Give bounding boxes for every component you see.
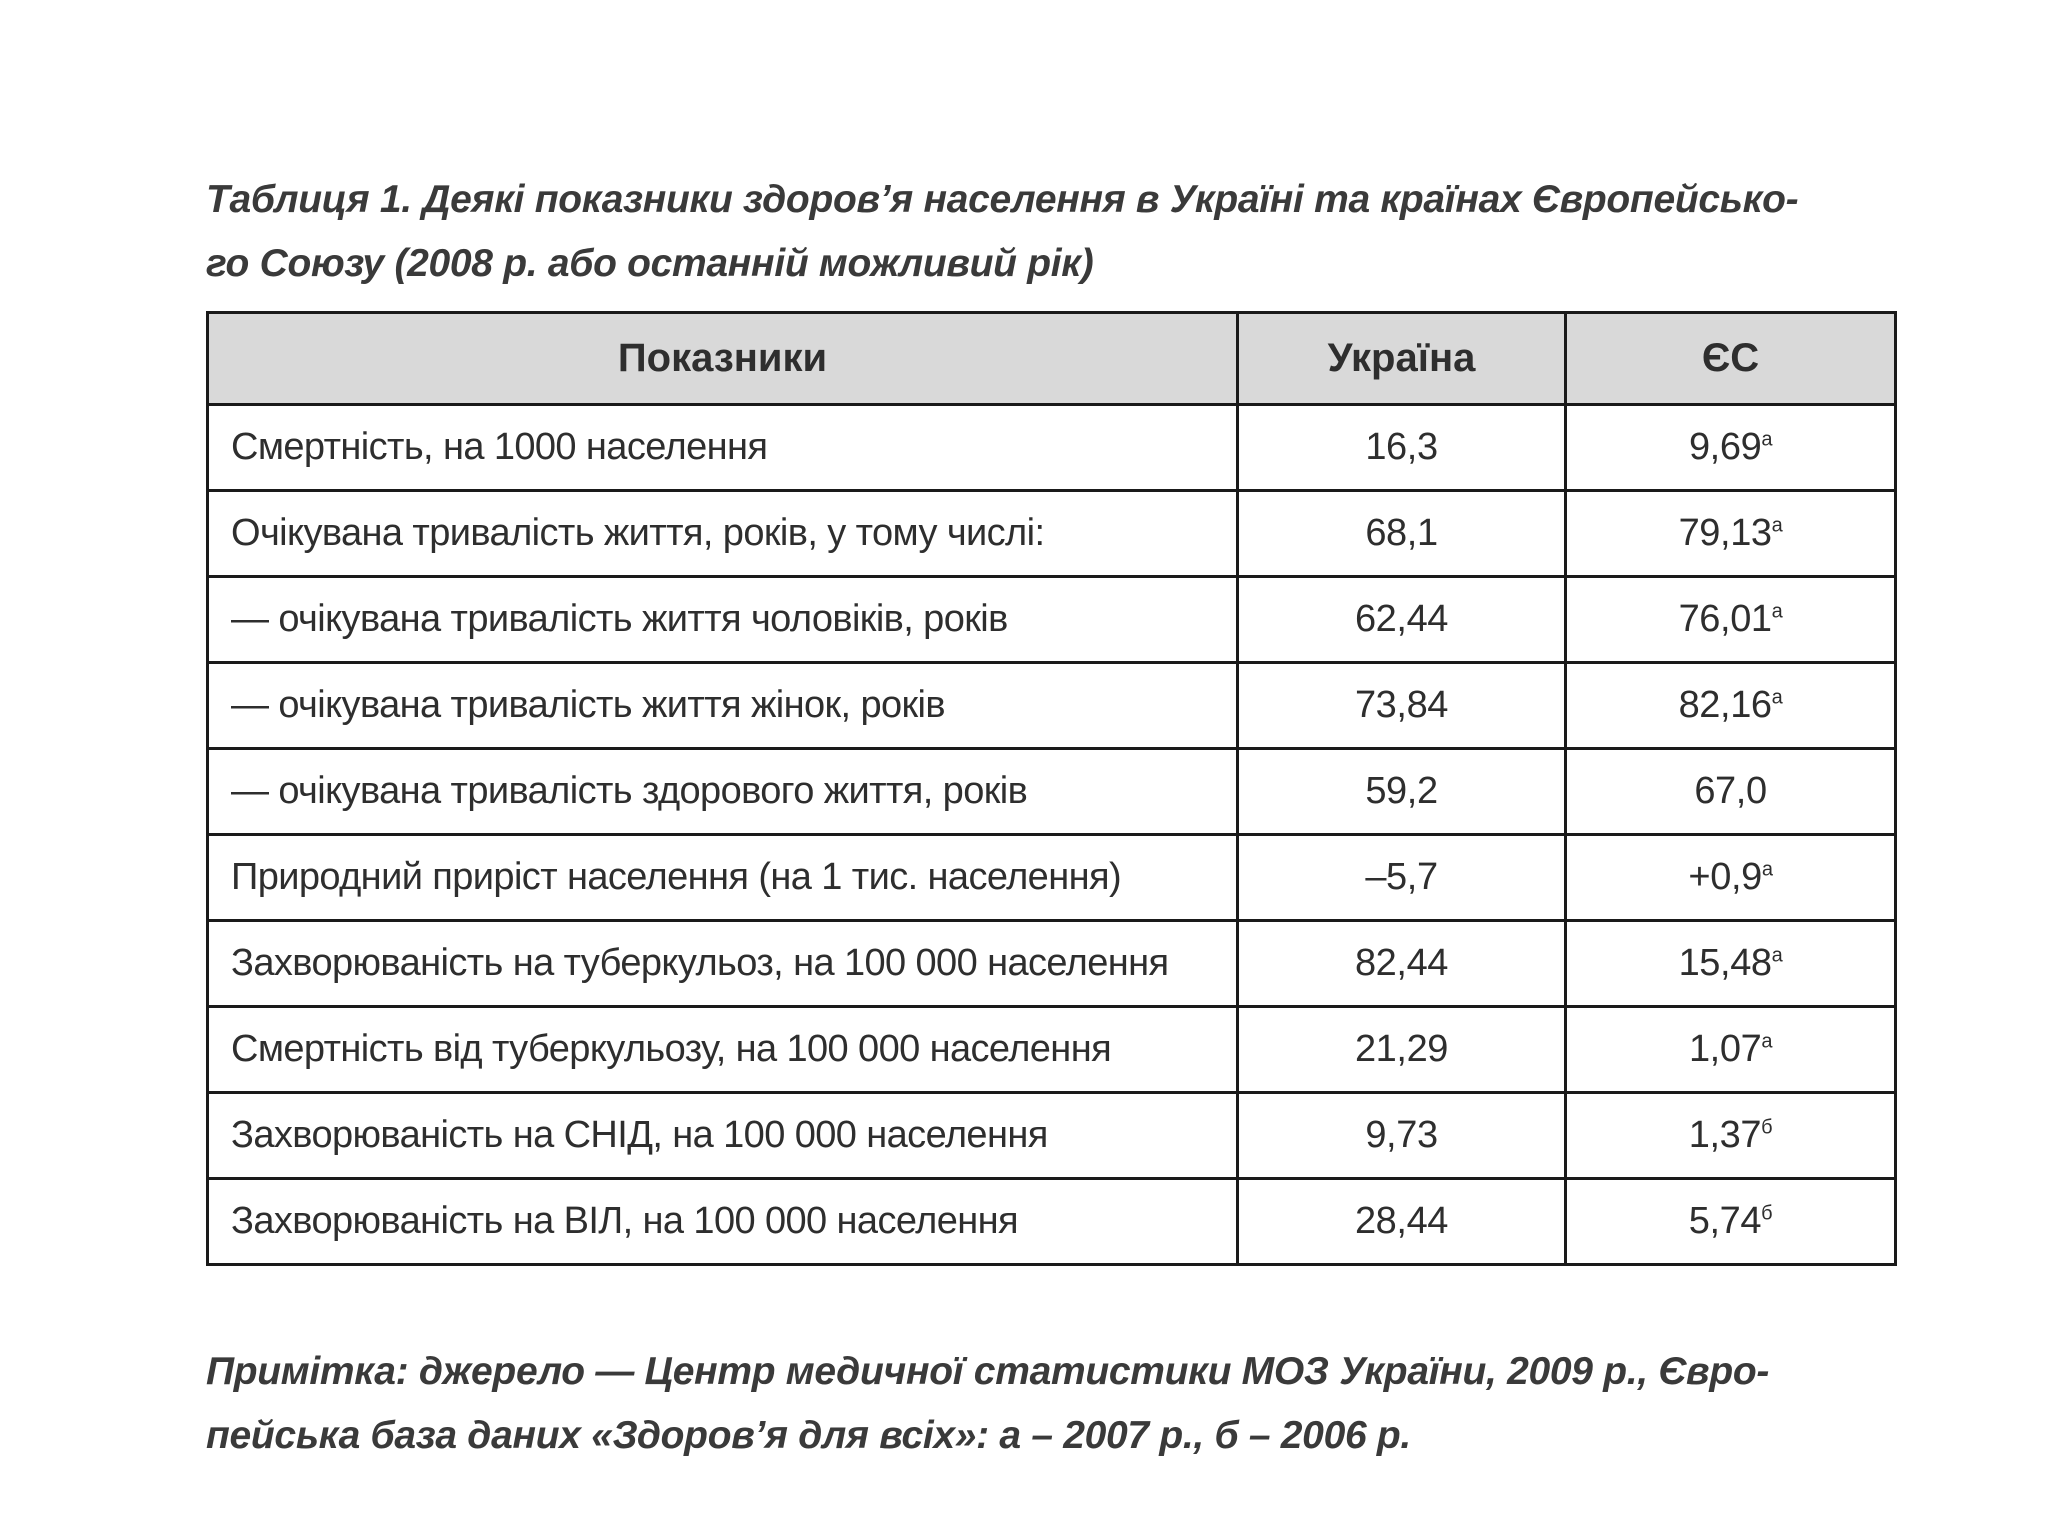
eu-value-cell xyxy=(1566,835,1896,921)
indicator-label: Смертність від туберкульозу, на 100 000 населення xyxy=(208,1007,1238,1093)
eu-value: 76,01 xyxy=(1678,598,1772,640)
eu-value: 9,69 xyxy=(1688,426,1762,468)
table-caption xyxy=(206,168,1906,296)
eu-value: 5,74 xyxy=(1688,1200,1762,1242)
table-row xyxy=(208,749,1896,835)
eu-value-cell xyxy=(1566,1093,1896,1179)
table-row xyxy=(208,663,1896,749)
header-eu: ЄС xyxy=(1566,313,1896,405)
eu-value-cell xyxy=(1566,663,1896,749)
indicator-label: Очікувана тривалість життя, років, у тому числі: xyxy=(208,491,1238,577)
ukraine-value: 21,29 xyxy=(1238,1007,1566,1093)
indicator-label: — очікувана тривалість життя чоловіків, років xyxy=(208,577,1238,663)
ukraine-value: 9,73 xyxy=(1238,1093,1566,1179)
ukraine-value: 59,2 xyxy=(1238,749,1566,835)
eu-value: +0,9 xyxy=(1688,856,1762,898)
caption-line-2: го Союзу (2008 р. або останній можливий рік) xyxy=(206,242,1094,285)
eu-value: 15,48 xyxy=(1678,942,1772,984)
eu-footnote-mark: б xyxy=(1761,1116,1773,1139)
eu-value-cell xyxy=(1566,577,1896,663)
eu-footnote-mark: а xyxy=(1771,944,1783,967)
table-row xyxy=(208,577,1896,663)
table-row xyxy=(208,921,1896,1007)
eu-footnote-mark: а xyxy=(1761,1030,1773,1053)
note-line-2: пейська база даних «Здоров’я для всіх»: а – 2007 р., б – 2006 р. xyxy=(206,1414,1411,1457)
eu-footnote-mark: а xyxy=(1771,600,1783,623)
table-row xyxy=(208,1093,1896,1179)
eu-value-cell xyxy=(1566,921,1896,1007)
ukraine-value: 62,44 xyxy=(1238,577,1566,663)
indicator-label: — очікувана тривалість життя жінок, років xyxy=(208,663,1238,749)
indicator-label: Захворюваність на ВІЛ, на 100 000 населення xyxy=(208,1179,1238,1265)
table-row xyxy=(208,491,1896,577)
table-row xyxy=(208,1007,1896,1093)
table-header-row xyxy=(208,313,1896,405)
header-ukraine: Україна xyxy=(1238,313,1566,405)
table-row xyxy=(208,405,1896,491)
eu-value: 82,16 xyxy=(1678,684,1772,726)
eu-value: 1,07 xyxy=(1688,1028,1762,1070)
eu-value: 1,37 xyxy=(1688,1114,1762,1156)
note-line-1: Примітка: джерело — Центр медичної статистики МОЗ України, 2009 р., Євро- xyxy=(206,1350,1770,1393)
eu-value-cell xyxy=(1566,749,1896,835)
ukraine-value: 73,84 xyxy=(1238,663,1566,749)
caption-line-1: Таблиця 1. Деякі показники здоров’я населення в Україні та країнах Європейсько- xyxy=(206,178,1799,221)
eu-value-cell xyxy=(1566,1007,1896,1093)
indicator-label: Захворюваність на СНІД, на 100 000 населення xyxy=(208,1093,1238,1179)
eu-footnote-mark: а xyxy=(1761,428,1773,451)
header-indicators: Показники xyxy=(208,313,1238,405)
ukraine-value: 16,3 xyxy=(1238,405,1566,491)
eu-footnote-mark: а xyxy=(1771,686,1783,709)
eu-footnote-mark: б xyxy=(1761,1202,1773,1225)
indicator-label: Природний приріст населення (на 1 тис. населення) xyxy=(208,835,1238,921)
eu-footnote-mark: а xyxy=(1771,514,1783,537)
indicator-label: Захворюваність на туберкульоз, на 100 000 населення xyxy=(208,921,1238,1007)
eu-value-cell xyxy=(1566,1179,1896,1265)
table-row xyxy=(208,835,1896,921)
table-row xyxy=(208,1179,1896,1265)
eu-footnote-mark: а xyxy=(1761,858,1773,881)
indicator-label: — очікувана тривалість здорового життя, років xyxy=(208,749,1238,835)
table-note xyxy=(206,1340,1906,1468)
ukraine-value: 82,44 xyxy=(1238,921,1566,1007)
eu-value: 67,0 xyxy=(1694,770,1767,812)
ukraine-value: 68,1 xyxy=(1238,491,1566,577)
eu-value-cell xyxy=(1566,405,1896,491)
eu-value: 79,13 xyxy=(1678,512,1772,554)
eu-value-cell xyxy=(1566,491,1896,577)
health-indicators-table xyxy=(206,311,1897,1266)
indicator-label: Смертність, на 1000 населення xyxy=(208,405,1238,491)
ukraine-value: –5,7 xyxy=(1238,835,1566,921)
ukraine-value: 28,44 xyxy=(1238,1179,1566,1265)
